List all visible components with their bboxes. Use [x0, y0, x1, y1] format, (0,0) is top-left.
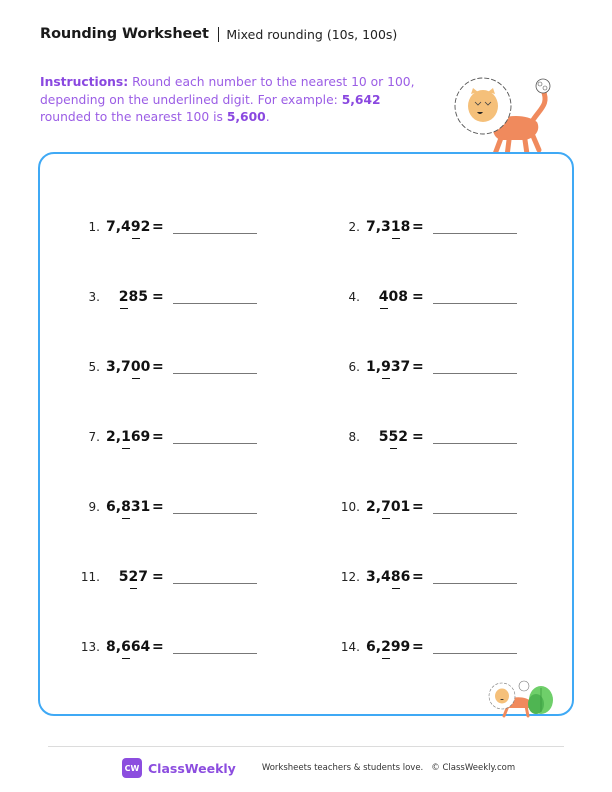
answer-blank[interactable]: [433, 373, 517, 374]
worksheet-title: Rounding Worksheet: [40, 26, 209, 42]
answer-blank[interactable]: [433, 303, 517, 304]
answer-blank[interactable]: [173, 443, 257, 444]
problem-value: 7,492: [106, 219, 151, 235]
problem-number: 7.: [88, 430, 100, 444]
equals-sign: =: [412, 219, 424, 235]
equals-sign: =: [152, 359, 164, 375]
equals-sign: =: [152, 289, 164, 305]
problem-13: [70, 635, 257, 659]
problem-1: [70, 215, 257, 239]
problem-value: 408: [378, 289, 408, 305]
underlined-digit: 2: [128, 569, 139, 585]
problem-number: 14.: [340, 640, 360, 654]
equals-sign: =: [412, 569, 424, 585]
problem-number: 9.: [88, 500, 100, 514]
instructions-label: Instructions:: [40, 75, 129, 89]
problem-value: 552: [378, 429, 408, 445]
problem-number: 13.: [80, 640, 100, 654]
answer-blank[interactable]: [173, 513, 257, 514]
footer-tagline: Worksheets teachers & students love.: [261, 763, 424, 773]
equals-sign: =: [412, 429, 424, 445]
answer-blank[interactable]: [433, 233, 517, 234]
problem-number: 2.: [348, 220, 360, 234]
brand-name: ClassWeekly: [148, 760, 236, 776]
problem-number: 1.: [88, 220, 100, 234]
problem-2: [330, 215, 517, 239]
equals-sign: =: [412, 499, 424, 515]
problem-10: [330, 495, 517, 519]
classweekly-logo-icon: CW: [122, 758, 142, 778]
answer-blank[interactable]: [433, 443, 517, 444]
problem-value: 285: [118, 289, 148, 305]
footer: [122, 758, 515, 778]
problem-6: [330, 355, 517, 379]
problem-value: 3,700: [106, 359, 151, 375]
underlined-digit: 1: [390, 219, 401, 235]
underlined-digit: 8: [121, 499, 131, 515]
problem-value: 6,299: [366, 639, 411, 655]
problem-9: [70, 495, 257, 519]
problem-11: [70, 565, 257, 589]
answer-blank[interactable]: [173, 303, 257, 304]
problem-value: 3,486: [366, 569, 411, 585]
problem-7: [70, 425, 257, 449]
worksheet-header: [40, 26, 397, 42]
underlined-digit: 7: [381, 499, 391, 515]
instructions-text: rounded to the nearest 100 is: [40, 110, 227, 124]
underlined-digit: 1: [121, 429, 131, 445]
equals-sign: =: [152, 569, 164, 585]
problem-number: 4.: [348, 290, 360, 304]
problem-value: 2,701: [366, 499, 411, 515]
underlined-digit: 2: [381, 639, 391, 655]
underlined-digit: 4: [378, 289, 389, 305]
answer-blank[interactable]: [173, 583, 257, 584]
equals-sign: =: [412, 639, 424, 655]
equals-sign: =: [412, 359, 424, 375]
problem-4: [330, 285, 517, 309]
answer-blank[interactable]: [173, 233, 257, 234]
instructions: [40, 74, 430, 127]
underlined-digit: 5: [388, 429, 399, 445]
problem-value: 7,318: [366, 219, 411, 235]
equals-sign: =: [152, 499, 164, 515]
instructions-text: Round each number to the nearest 10 or 100, depending on the underlined digit. For example:: [40, 75, 415, 107]
problem-value: 1,937: [366, 359, 411, 375]
footer-divider: [48, 746, 564, 747]
problem-3: [70, 285, 257, 309]
underlined-digit: 6: [121, 639, 131, 655]
underlined-digit: 9: [130, 219, 141, 235]
lion-with-leaves-icon: [486, 676, 556, 718]
answer-blank[interactable]: [173, 653, 257, 654]
equals-sign: =: [412, 289, 424, 305]
answer-blank[interactable]: [173, 373, 257, 374]
underlined-digit: 2: [118, 289, 129, 305]
problem-value: 8,664: [106, 639, 151, 655]
footer-copyright: © ClassWeekly.com: [431, 763, 516, 773]
title-separator: [218, 27, 220, 42]
problem-number: 12.: [340, 570, 360, 584]
lion-icon: [445, 64, 565, 160]
problem-5: [70, 355, 257, 379]
problem-14: [330, 635, 517, 659]
problem-value: 2,169: [106, 429, 151, 445]
problem-value: 527: [118, 569, 148, 585]
answer-blank[interactable]: [433, 653, 517, 654]
problem-number: 10.: [340, 500, 360, 514]
example-number: 5,642: [341, 92, 381, 107]
answer-blank[interactable]: [433, 583, 517, 584]
worksheet-subtitle: Mixed rounding (10s, 100s): [226, 26, 398, 42]
problem-number: 5.: [88, 360, 100, 374]
underlined-digit: 8: [390, 569, 401, 585]
equals-sign: =: [152, 639, 164, 655]
example-result: 5,600: [226, 110, 266, 124]
problem-number: 3.: [88, 290, 100, 304]
problem-8: [330, 425, 517, 449]
underlined-digit: 9: [381, 359, 391, 375]
problem-12: [330, 565, 517, 589]
problem-number: 6.: [348, 360, 360, 374]
answer-blank[interactable]: [433, 513, 517, 514]
underlined-digit: 0: [130, 359, 141, 375]
problem-number: 11.: [80, 570, 100, 584]
problem-number: 8.: [348, 430, 360, 444]
equals-sign: =: [152, 219, 164, 235]
problem-value: 6,831: [106, 499, 151, 515]
instructions-text: .: [265, 110, 270, 124]
equals-sign: =: [152, 429, 164, 445]
